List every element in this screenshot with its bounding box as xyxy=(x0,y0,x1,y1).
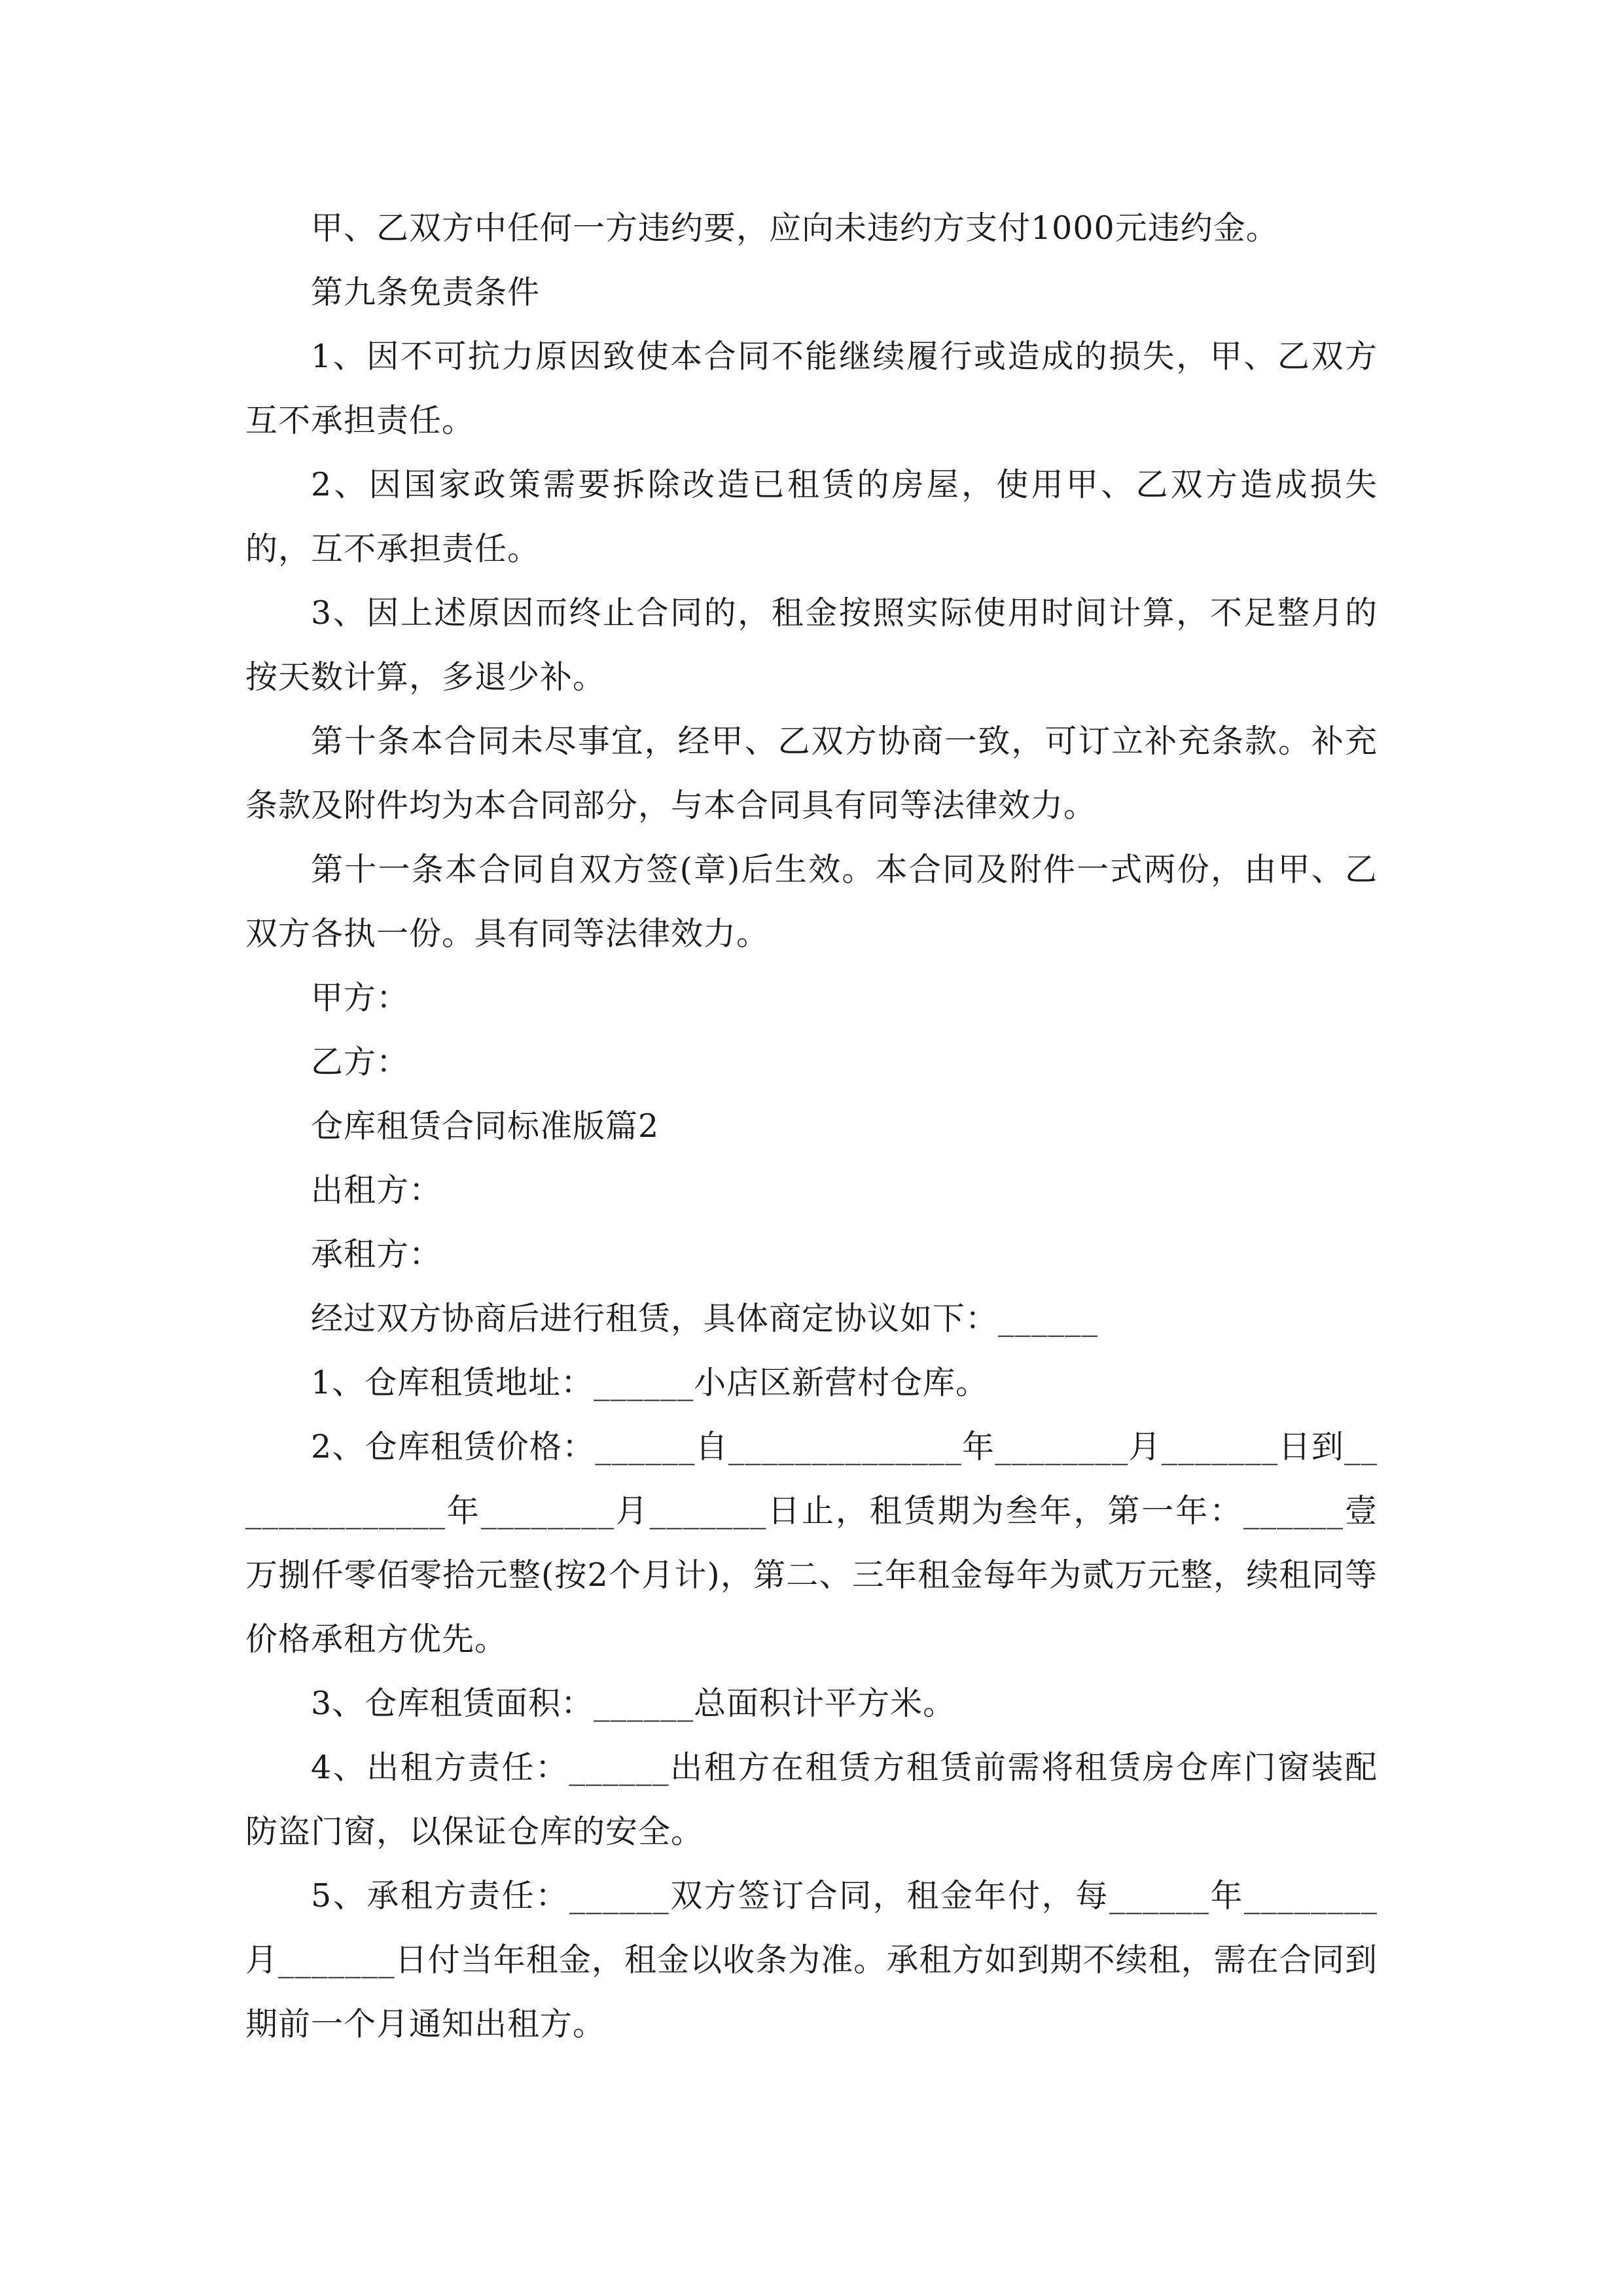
agreement-intro: 经过双方协商后进行租赁，具体商定协议如下：______ xyxy=(311,1300,1099,1337)
document-body xyxy=(245,196,1378,2056)
paragraph-article-11: 第十一条本合同自双方签(章)后生效。本合同及附件一式两份，由甲、乙双方各执一份。具有同等法律效力。 xyxy=(245,851,1378,952)
clause-5-lessee-duty: 5、承租方责任：______双方签订合同，租金年付，每______年________月_______日付当年租金，租金以收条为准。承租方如到期不续租，需在合同到期前一个月通知出租方。 xyxy=(245,1877,1378,2043)
lessor-line: 出租方： xyxy=(311,1172,442,1209)
party-b-signature-line: 乙方： xyxy=(311,1043,410,1081)
clause-1-address: 1、仓库租赁地址：______小店区新营村仓库。 xyxy=(311,1364,989,1401)
clause-3-area: 3、仓库租赁面积：______总面积计平方米。 xyxy=(311,1685,956,1722)
heading-article-9: 第九条免责条件 xyxy=(311,274,541,311)
lessee-line: 承租方： xyxy=(311,1236,442,1273)
paragraph-article-9-item-1: 1、因不可抗力原因致使本合同不能继续履行或造成的损失，甲、乙双方互不承担责任。 xyxy=(245,338,1378,439)
section-title-contract-2: 仓库租赁合同标准版篇2 xyxy=(311,1107,660,1145)
clause-2-price: 2、仓库租赁价格：______自______________年________月_______日到______________年________月_______日止，租赁期为叁年，第一年：______壹万捌仟零佰零拾元整(按2个月计)，第二、三年租金每年为贰万元整，续租同等价格承租方优先。 xyxy=(245,1428,1378,1658)
paragraph-penalty: 甲、乙双方中任何一方违约要，应向未违约方支付1000元违约金。 xyxy=(311,209,1279,247)
clause-4-lessor-duty: 4、出租方责任：______出租方在租赁方租赁前需将租赁房仓库门窗装配防盗门窗，以保证仓库的安全。 xyxy=(245,1749,1378,1850)
paragraph-article-9-item-3: 3、因上述原因而终止合同的，租金按照实际使用时间计算，不足整月的按天数计算，多退少补。 xyxy=(245,594,1378,696)
paragraph-article-9-item-2: 2、因国家政策需要拆除改造已租赁的房屋，使用甲、乙双方造成损失的，互不承担责任。 xyxy=(245,466,1378,567)
party-a-signature-line: 甲方： xyxy=(311,979,410,1016)
paragraph-article-10: 第十条本合同未尽事宜，经甲、乙双方协商一致，可订立补充条款。补充条款及附件均为本合同部分，与本合同具有同等法律效力。 xyxy=(245,723,1378,824)
